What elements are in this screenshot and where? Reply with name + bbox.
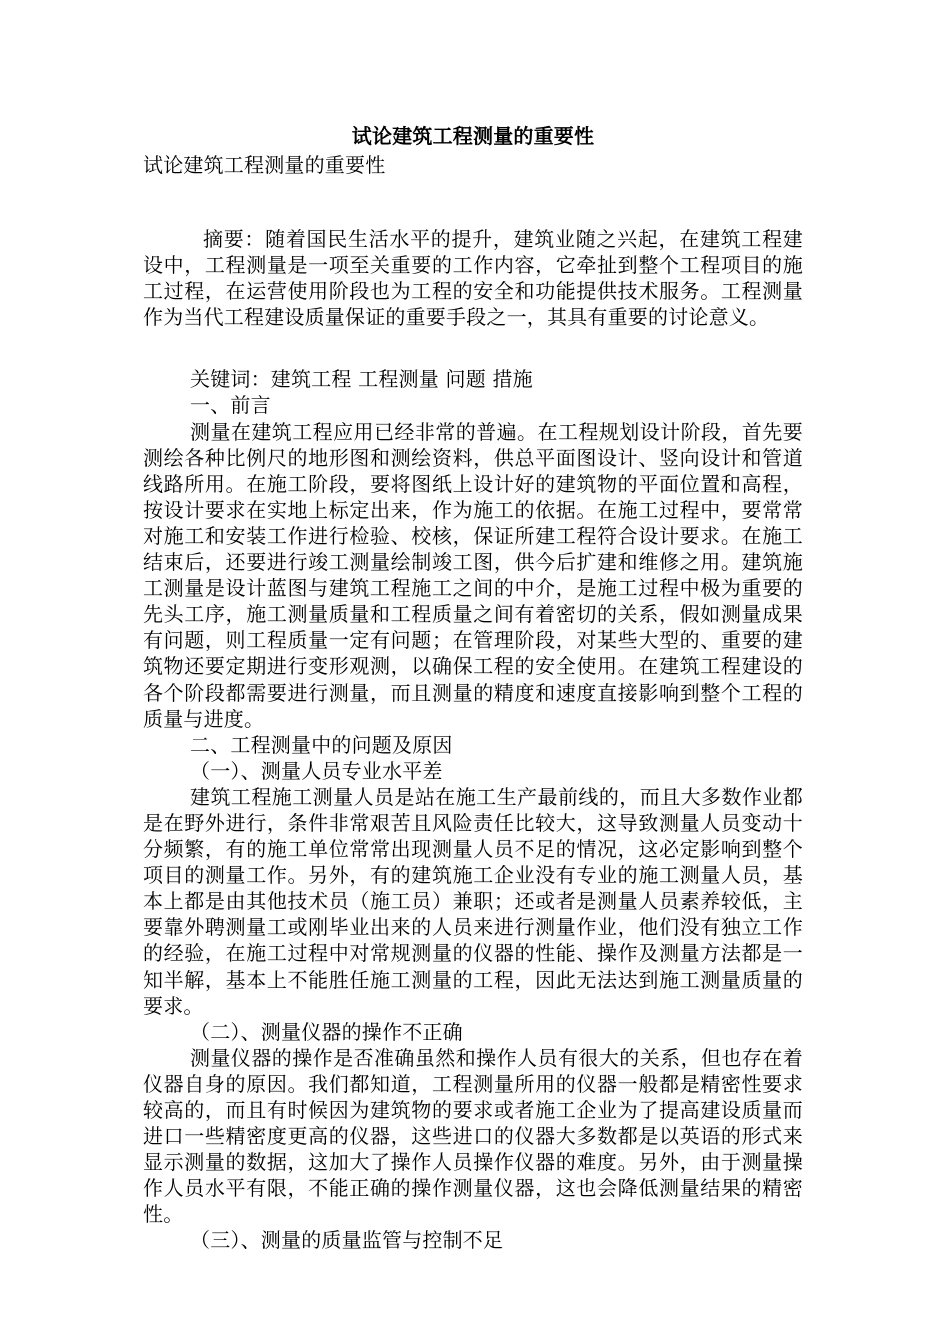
- document-title: 试论建筑工程测量的重要性: [351, 124, 595, 148]
- keywords-line: 关键词：建筑工程 工程测量 问题 措施: [190, 367, 533, 392]
- section-heading-problems: 二、工程测量中的问题及原因: [190, 732, 453, 757]
- preface-paragraph: 测量在建筑工程应用已经非常的普遍。在工程规划设计阶段，首先要测绘各种比例尺的地形图和测绘资料，供总平面图设计、竖向设计和管道线路所用。在施工阶段，要将图纸上设计好的建筑物的平面位置和高程，按设计要求在实地上标定出来，作为施工的依据。在施工过程中，要常常对施工和安装工作进行检验、校核，保证所建工程符合设计要求。在施工结束后，还要进行竣工测量绘制竣工图，供今后扩建和维修之用。建筑施工测量是设计蓝图与建筑工程施工之间的中介，是施工过程中极为重要的先头工序，施工测量质量和工程质量之间有着密切的关系，假如测量成果有问题，则工程质量一定有问题；在管理阶段，对某些大型的、重要的建筑物还要定期进行变形观测，以确保工程的安全使用。在建筑工程建设的各个阶段都需要进行测量，而且测量的精度和速度直接影响到整个工程的质量与进度。: [143, 419, 803, 731]
- staff-paragraph: 建筑工程施工测量人员是站在施工生产最前线的，而且大多数作业都是在野外进行，条件非常艰苦且风险责任比较大，这导致测量人员变动十分频繁，有的施工单位常常出现测量人员不足的情况，这必定影响到整个项目的测量工作。另外，有的建筑施工企业没有专业的施工测量人员，基本上都是由其他技术员（施工员）兼职；还或者是测量人员素养较低，主要靠外聘测量工或刚毕业出来的人员来进行测量作业，他们没有独立工作的经验，在施工过程中对常规测量的仪器的性能、操作及测量方法都是一知半解，基本上不能胜任施工测量的工程，因此无法达到施工测量质量的要求。: [143, 784, 803, 1018]
- abstract-paragraph: 摘要：随着国民生活水平的提升，建筑业随之兴起，在建筑工程建设中，工程测量是一项至关重要的工作内容，它牵扯到整个工程项目的施工过程，在运营使用阶段也为工程的安全和功能提供技术服务。工程测量作为当代工程建设质量保证的重要手段之一，其具有重要的讨论意义。: [143, 227, 803, 330]
- subsection-heading-instruments: （二）、测量仪器的操作不正确: [190, 1019, 463, 1044]
- instruments-paragraph: 测量仪器的操作是否准确虽然和操作人员有很大的关系，但也存在着仪器自身的原因。我们都知道，工程测量所用的仪器一般都是精密性要求较高的，而且有时候因为建筑物的要求或者施工企业为了提高建设质量而进口一些精密度更高的仪器，这些进口的仪器大多数都是以英语的形式来显示测量的数据，这加大了操作人员操作仪器的难度。另外，由于测量操作人员水平有限，不能正确的操作测量仪器，这也会降低测量结果的精密性。: [143, 1045, 803, 1227]
- spacer: [143, 330, 803, 366]
- document-subtitle: 试论建筑工程测量的重要性: [143, 153, 386, 177]
- section-heading-preface: 一、前言: [190, 393, 271, 418]
- document-content: [143, 122, 803, 1254]
- subsection-heading-quality: （三）、测量的质量监管与控制不足: [190, 1228, 504, 1253]
- subsection-heading-staff: （一）、测量人员专业水平差: [190, 758, 443, 783]
- spacer: [143, 179, 803, 226]
